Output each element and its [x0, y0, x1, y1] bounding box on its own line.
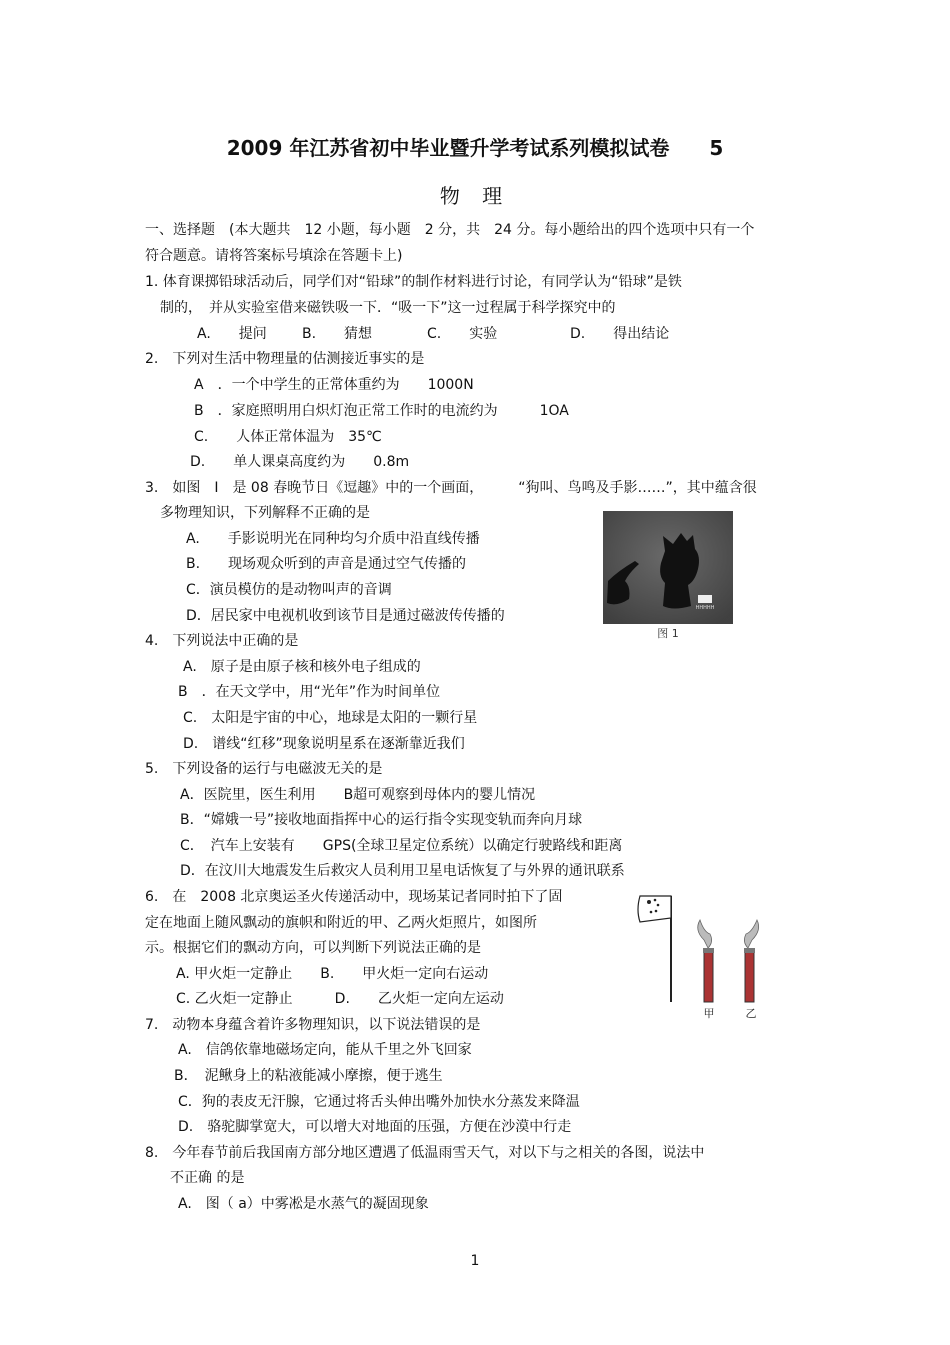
- torch-yi-body: [745, 950, 754, 1002]
- figure-6-flag-and-torches: [634, 890, 774, 1020]
- flag-star: [647, 900, 651, 904]
- torch-jia-top: [703, 948, 714, 953]
- q1-option-b: B. 猜想: [302, 326, 373, 342]
- q7-option-a: A. 信鸽依靠地磁场定向，能从千里之外飞回家: [178, 1042, 472, 1058]
- torch-yi-top: [744, 948, 755, 953]
- q1-stem-line1: 1. 体育课掷铅球活动后，同学们对“铅球”的制作材料进行讨论，有同学认为“铅球”是铁: [145, 274, 682, 290]
- q4-option-c: C. 太阳是宇宙的中心，地球是太阳的一颗行星: [183, 710, 478, 726]
- q4-option-d: D. 谱线“红移”现象说明星系在逐渐靠近我们: [183, 736, 465, 752]
- torch-jia-label: 甲: [703, 1007, 715, 1020]
- q5-option-c: C． 汽车上安装有 GPS(全球卫星定位系统）以确定行驶路线和距离: [180, 838, 623, 854]
- q8-option-a: A. 图（ a）中雾凇是水蒸气的凝固现象: [178, 1196, 429, 1212]
- q1-stem-line2: 制的， 并从实验室借来磁铁吸一下．“吸一下”这一过程属于科学探究中的: [160, 300, 616, 316]
- q4-option-a: A. 原子是由原子核和核外电子组成的: [183, 659, 421, 675]
- q3-option-c: C．演员模仿的是动物叫声的音调: [186, 582, 392, 598]
- page-number: 1: [470, 1253, 480, 1269]
- flag-star: [657, 904, 660, 907]
- q8-stem-line1: 8. 今年春节前后我国南方部分地区遭遇了低温雨雪天气，对以下与之相关的各图，说法中: [145, 1145, 705, 1161]
- q3-option-d: D．居民家中电视机收到该节目是通过磁波传传播的: [186, 608, 505, 624]
- figure-1-shadow-puppet: [603, 511, 733, 641]
- q2-option-a: A ．一个中学生的正常体重约为 1000N: [194, 377, 474, 393]
- q3-stem-line2: 多物理知识，下列解释不正确的是: [160, 505, 370, 521]
- exam-title: 2009 年江苏省初中毕业暨升学考试系列模拟试卷 5: [226, 136, 724, 160]
- flag-star: [655, 910, 658, 913]
- section-heading-line2: 符合题意。请将答案标号填涂在答题卡上): [145, 248, 403, 264]
- q2-option-c: C. 人体正常体温为 35℃: [194, 429, 382, 445]
- q6-stem-line1: 6. 在 2008 北京奥运圣火传递活动中，现场某记者同时拍下了固: [145, 889, 563, 905]
- q1-option-c: C. 实验: [427, 326, 498, 342]
- q3-stem-line1: 3. 如图 I 是 08 春晚节日《逗趣》中的一个画面， “狗叫、鸟鸣及手影……”，其中蕴含很: [145, 480, 757, 496]
- q4-option-b: B ．在天文学中，用“光年”作为时间单位: [178, 684, 441, 700]
- q6-options-row1: A. 甲火炬一定静止 B. 甲火炬一定向右运动: [176, 966, 489, 982]
- figure-1-small-text: HHHHH: [695, 605, 715, 611]
- q2-option-b: B ．家庭照明用白炽灯泡正常工作时的电流约为 1OA: [194, 403, 569, 419]
- flag-star: [650, 911, 653, 914]
- q6-options-row2: C. 乙火炬一定静止 D. 乙火炬一定向左运动: [176, 991, 504, 1007]
- q3-option-b: B. 现场观众听到的声音是通过空气传播的: [186, 556, 467, 572]
- torch-yi-label: 乙: [745, 1007, 757, 1020]
- q6-stem-line2: 定在地面上随风飘动的旗帜和附近的甲、乙两火炬照片，如图所: [145, 915, 537, 931]
- q4-stem: 4. 下列说法中正确的是: [145, 633, 299, 649]
- q5-stem: 5. 下列设备的运行与电磁波无关的是: [145, 761, 383, 777]
- q7-option-b: B． 泥鳅身上的粘液能减小摩擦，便于逃生: [174, 1068, 443, 1084]
- q3-option-a: A. 手影说明光在同种均匀介质中沿直线传播: [186, 531, 480, 547]
- q7-option-c: C．狗的表皮无汗腺，它通过将舌头伸出嘴外加快水分蒸发来降温: [178, 1094, 580, 1110]
- q7-stem: 7. 动物本身蕴含着许多物理知识，以下说法错误的是: [145, 1017, 481, 1033]
- torch-jia-body: [704, 950, 713, 1002]
- q1-option-d: D. 得出结论: [570, 326, 670, 342]
- q7-option-d: D. 骆驼脚掌宽大，可以增大对地面的压强，方便在沙漠中行走: [178, 1119, 572, 1135]
- q1-option-a: A. 提问: [197, 326, 267, 342]
- torch-jia-flame: [698, 920, 712, 948]
- torch-yi-flame: [744, 920, 758, 948]
- figure-1-caption: 图 1: [657, 627, 679, 640]
- q5-option-d: D．在汶川大地震发生后救灾人员利用卫星电话恢复了与外界的通讯联系: [180, 863, 625, 879]
- section-heading-line1: 一、选择题 (本大题共 12 小题，每小题 2 分，共 24 分。每小题给出的四个选项中只有一个: [145, 222, 755, 238]
- q2-option-d: D. 单人课桌高度约为 0.8m: [190, 454, 410, 470]
- q5-option-a: A．医院里，医生利用 B超可观察到母体内的婴儿情况: [180, 787, 536, 803]
- stage-object: [698, 595, 712, 603]
- subject-title: 物 理: [439, 184, 511, 208]
- q6-stem-line3: 示。根据它们的飘动方向，可以判断下列说法正确的是: [145, 940, 481, 956]
- q8-stem-line2: 不正确 的是: [170, 1170, 245, 1186]
- flag-star: [654, 899, 657, 902]
- q2-stem: 2. 下列对生活中物理量的估测接近事实的是: [145, 351, 425, 367]
- q5-option-b: B．“嫦娥一号”接收地面指挥中心的运行指令实现变轨而奔向月球: [180, 812, 583, 828]
